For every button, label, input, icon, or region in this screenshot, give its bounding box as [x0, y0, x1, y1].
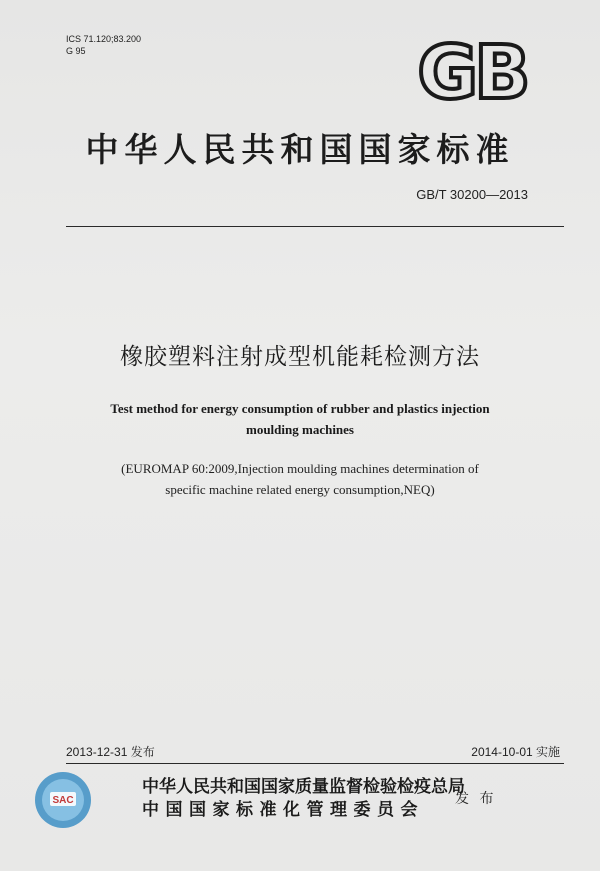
- ics-code: ICS 71.120;83.200: [66, 34, 142, 44]
- title-chinese: 橡胶塑料注射成型机能耗检测方法: [120, 344, 480, 370]
- issue-date: 2013-12-31 发布: [66, 745, 155, 759]
- title-english-line-2: moulding machines: [246, 422, 354, 437]
- title-english-line-1: Test method for energy consumption of rubber and plastics injection: [110, 401, 490, 416]
- reference-line-1: (EUROMAP 60:2009,Injection moulding machines determination of: [121, 461, 479, 476]
- implementation-date: 2014-10-01 实施: [471, 745, 560, 759]
- classification-codes: [66, 33, 141, 57]
- gb-logo: [408, 38, 536, 106]
- issuing-authorities: [142, 776, 465, 822]
- anti-counterfeit-seal-icon: [33, 770, 93, 830]
- issuer-line-1: 中华人民共和国国家质量监督检验检疫总局: [142, 777, 465, 797]
- ccs-code: G 95: [66, 46, 86, 56]
- header-divider: [66, 226, 564, 227]
- title-english: [60, 398, 540, 440]
- footer-divider: [66, 763, 564, 764]
- publish-label: 发 布: [455, 791, 497, 807]
- seal-text: SAC: [52, 795, 74, 806]
- national-standard-heading: 中华人民共和国国家标准: [85, 130, 515, 169]
- reference-line-2: specific machine related energy consumption,NEQ): [165, 482, 435, 497]
- standard-number: GB/T 30200—2013: [416, 187, 528, 202]
- issuer-line-2: 中国国家标准化管理委员会: [142, 800, 424, 820]
- reference-standard: [60, 458, 540, 500]
- gb-logo-text: GB: [417, 38, 527, 106]
